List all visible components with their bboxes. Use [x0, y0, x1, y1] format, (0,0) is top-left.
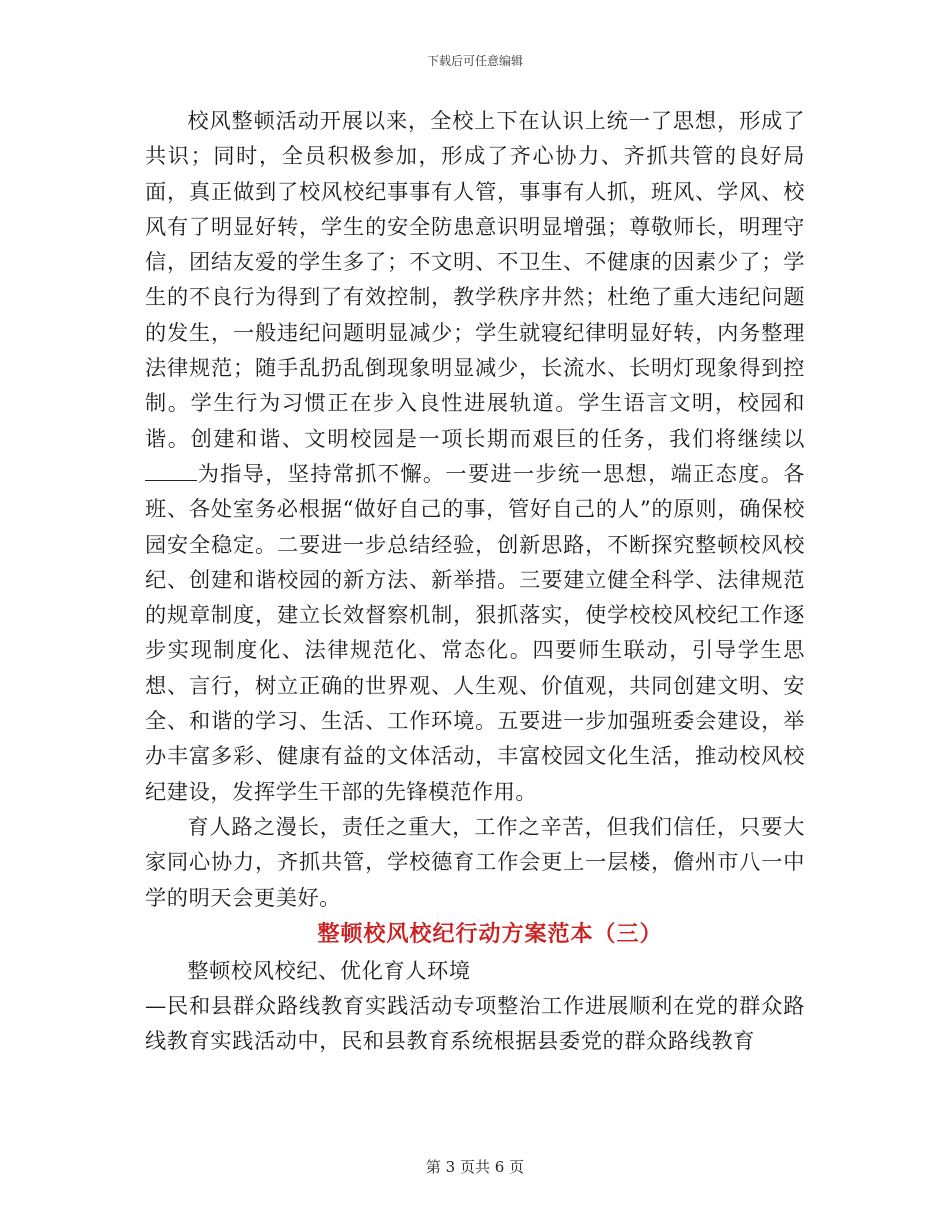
paragraph-text: 校风整顿活动开展以来，全校上下在认识上统一了思想，形成了共识；同时，全员积极参加，形成了齐心协力、齐抓共管的良好局面，真正做到了校风校纪事事有人管，事事有人抓，班风、学风、校风有了明显好转，学生的安全防患意识明显增强；尊敬师长，明理守信，团结友爱的学生多了；不文明、不卫生、不健康的因素少了；学生的不良行为得到了有效控制，教学秩序井然；杜绝了重大违纪问题的发生，一般违纪问题明显减少；学生就寝纪律明显好转，内务整理法律规范；随手乱扔乱倒现象明显减少，长流水、长明灯现象得到控制。学生行为习惯正在步入良性进展轨道。学生语言文明，校园和谐。创建和谐、文明校园是一项长期而艰巨的任务，我们将继续以	[145, 108, 805, 451]
paragraph-intro: —民和县群众路线教育实践活动专项整治工作进展顺利在党的群众路线教育实践活动中，民和县教育系统根据县委党的群众路线教育	[145, 993, 805, 1054]
paragraph-subtitle: 整顿校风校纪、优化育人环境	[187, 957, 471, 983]
fill-in-blank	[145, 460, 197, 481]
paragraph-conclusion: 育人路之漫长，责任之重大，工作之辛苦，但我们信任，只要大家同心协力，齐抓共管，学校德育工作会更上一层楼，儋州市八一中学的明天会更美好。	[145, 813, 805, 910]
document-body	[145, 103, 805, 1059]
page-number: 第 3 页共 6 页	[425, 1158, 525, 1176]
paragraph-text: 为指导，坚持常抓不懈。一要进一步统一思想，端正态度。各班、各处室务必根据“做好自己的事，管好自己的人”的原则，确保校园安全稳定。二要进一步总结经验，创新思路，不断探究整顿校风校纪、创建和谐校园的新方法、新举措。三要建立健全科学、法律规范的规章制度，建立长效督察机制，狠抓落实，使学校校风校纪工作逐步实现制度化、法律规范化、常态化。四要师生联动，引导学生思想、言行，树立正确的世界观、人生观、价值观，共同创建文明、安全、和谐的学习、生活、工作环境。五要进一步加强班委会建设，举办丰富多彩、健康有益的文体活动，丰富校园文化生活，推动校风校纪建设，发挥学生干部的先锋模范作用。	[145, 460, 805, 804]
section-title: 整顿校风校纪行动方案范本（三）	[317, 920, 663, 947]
paragraph-achievements	[145, 103, 805, 809]
page-header: 下载后可任意编辑	[426, 54, 523, 68]
